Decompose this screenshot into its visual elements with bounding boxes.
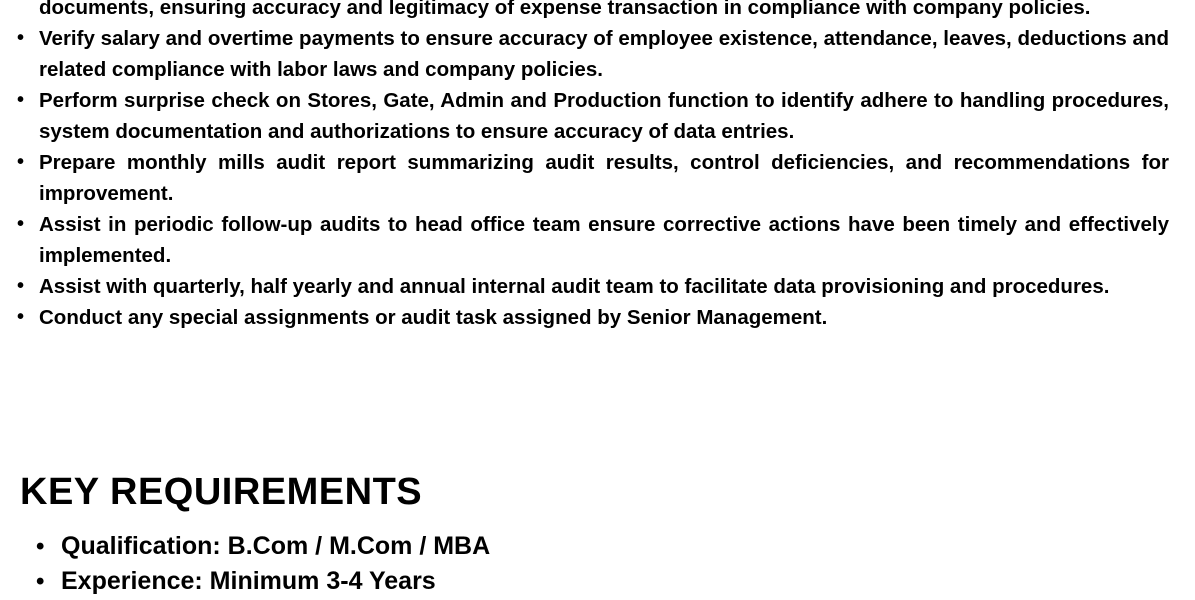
list-item: • Verify salary and overtime payments to ensure accuracy of employee existence, attendance, leaves, deductions and related compliance with labor laws and company policies. — [39, 23, 1169, 85]
list-item: documents, ensuring accuracy and legitimacy of expense transaction in compliance with company policies. — [39, 0, 1091, 19]
requirement-item-qualification: • Qualification: B.Com / M.Com / MBA — [61, 529, 1195, 564]
list-item: • Perform surprise check on Stores, Gate, Admin and Production function to identify adhere to handling procedures, system documentation and authorizations to ensure accuracy of data entries. — [39, 85, 1169, 147]
requirement-item-experience: • Experience: Minimum 3-4 Years — [61, 564, 1195, 599]
list-item: • Assist with quarterly, half yearly and annual internal audit team to facilitate data provisioning and procedures. — [39, 271, 1169, 302]
key-requirements-list — [0, 529, 1195, 599]
list-item: • Conduct any special assignments or audit task assigned by Senior Management. — [39, 302, 1169, 333]
list-item: • Prepare monthly mills audit report summarizing audit results, control deficiencies, and recommendations for improvement. — [39, 147, 1169, 209]
list-item: • Assist in periodic follow-up audits to head office team ensure corrective actions have been timely and effectively implemented. — [39, 209, 1169, 271]
key-requirements-heading: KEY REQUIREMENTS — [20, 471, 423, 513]
